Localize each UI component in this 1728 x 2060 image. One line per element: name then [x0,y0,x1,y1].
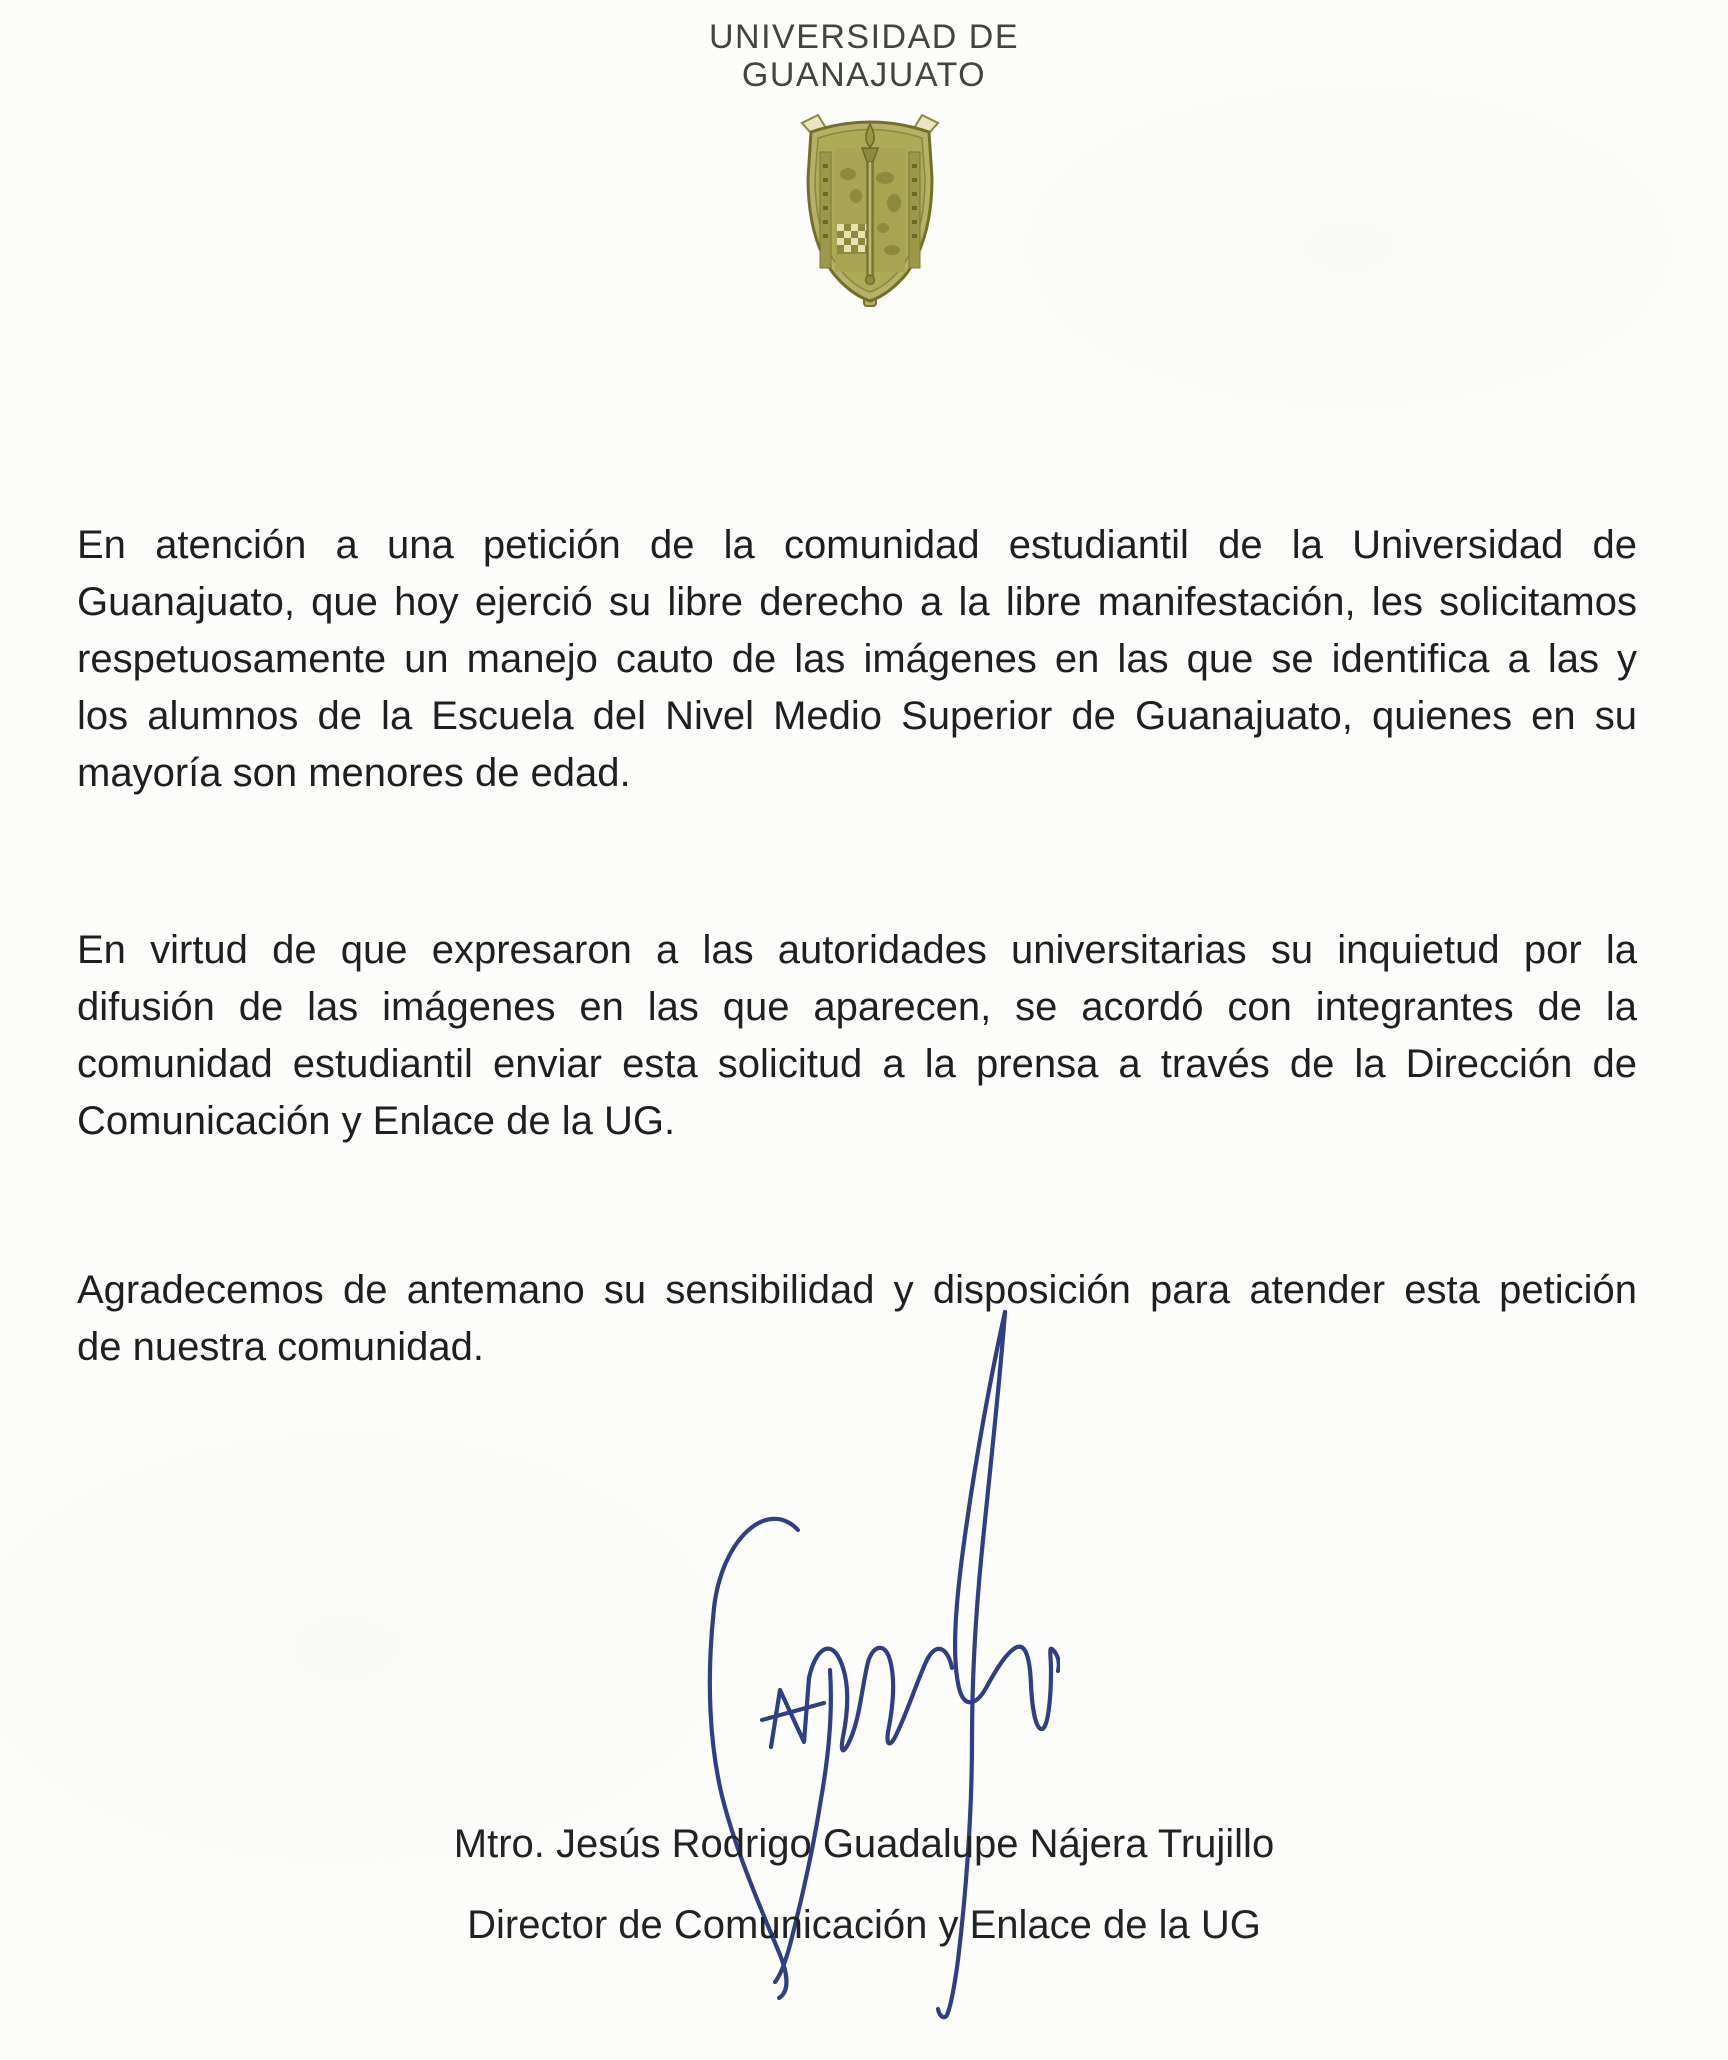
institution-name-line1: UNIVERSIDAD DE [708,18,1020,56]
university-crest [793,108,947,308]
paragraph-line: de nuestra comunidad. [77,1325,484,1369]
paragraph-line: Comunicación y Enlace de la UG. [77,1099,676,1143]
signer-title: Director de Comunicación y Enlace de la UG [467,1903,1261,1947]
paragraph-line: En virtud de que expresaron a las autoridades universitarias su inquietud por la [77,928,1637,972]
letter-body [77,517,1637,1376]
paragraph-1 [77,517,1637,802]
institution-name-line2: GUANAJUATO [741,56,987,94]
paragraph-line: Guanajuato, que hoy ejerció su libre derecho a la libre manifestación, les solicitamos [77,580,1637,624]
signer-name: Mtro. Jesús Rodrigo Guadalupe Nájera Trujillo [453,1822,1275,1866]
paragraph-line: mayoría son menores de edad. [77,751,631,795]
paragraph-line: Agradecemos de antemano su sensibilidad y disposición para atender esta petición [77,1268,1637,1312]
university-crest-icon [793,108,947,308]
paragraph-line: los alumnos de la Escuela del Nivel Medio Superior de Guanajuato, quienes en su [77,694,1637,738]
paragraph-line: comunidad estudiantil enviar esta solicitud a la prensa a través de la Dirección de [77,1042,1637,1086]
paragraph-line: respetuosamente un manejo cauto de las imágenes en las que se identifica a las y [77,637,1637,681]
paragraph-line: En atención a una petición de la comunidad estudiantil de la Universidad de [77,523,1637,567]
paragraph-2 [77,922,1637,1150]
letterhead [0,18,1728,94]
paragraph-3 [77,1262,1637,1376]
paragraph-line: difusión de las imágenes en las que aparecen, se acordó con integrantes de la [77,985,1637,1029]
